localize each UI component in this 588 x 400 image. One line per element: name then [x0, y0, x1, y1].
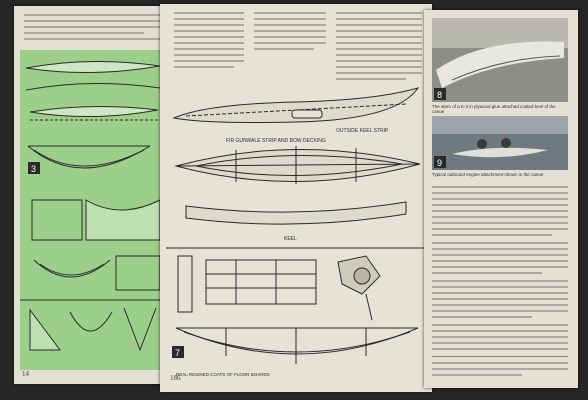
canoe-plan-drawing	[166, 80, 428, 380]
middle-figure-number: 7	[175, 348, 181, 358]
photo-top	[432, 18, 568, 102]
photo-bottom-badge: 9	[437, 158, 443, 168]
photo-bottom-caption: Typical outboard engine attachment shown in the canoe	[432, 172, 544, 177]
plan-caption: FIR GUNWALE STRIP AND BOW DECKING	[226, 138, 326, 144]
left-figure-number: 3	[31, 164, 37, 174]
left-green-diagram	[20, 50, 172, 370]
keel-label: KEEL	[284, 236, 297, 242]
middle-page	[160, 4, 432, 392]
photo-top-caption: The stern of a K-3 in plywood glue attached coated keel of the canoe	[432, 104, 556, 115]
photo-top-badge: 8	[437, 90, 443, 100]
top-label: OUTSIDE KEEL STRIP	[336, 128, 389, 134]
photo-bottom	[432, 116, 568, 170]
left-page	[14, 6, 181, 384]
middle-page-number: 186	[170, 374, 181, 382]
right-page	[424, 10, 578, 388]
left-page-number: 14	[22, 370, 29, 378]
bottom-label: REAL RESINED COATS OF FLOOR BOARDS	[176, 372, 270, 377]
